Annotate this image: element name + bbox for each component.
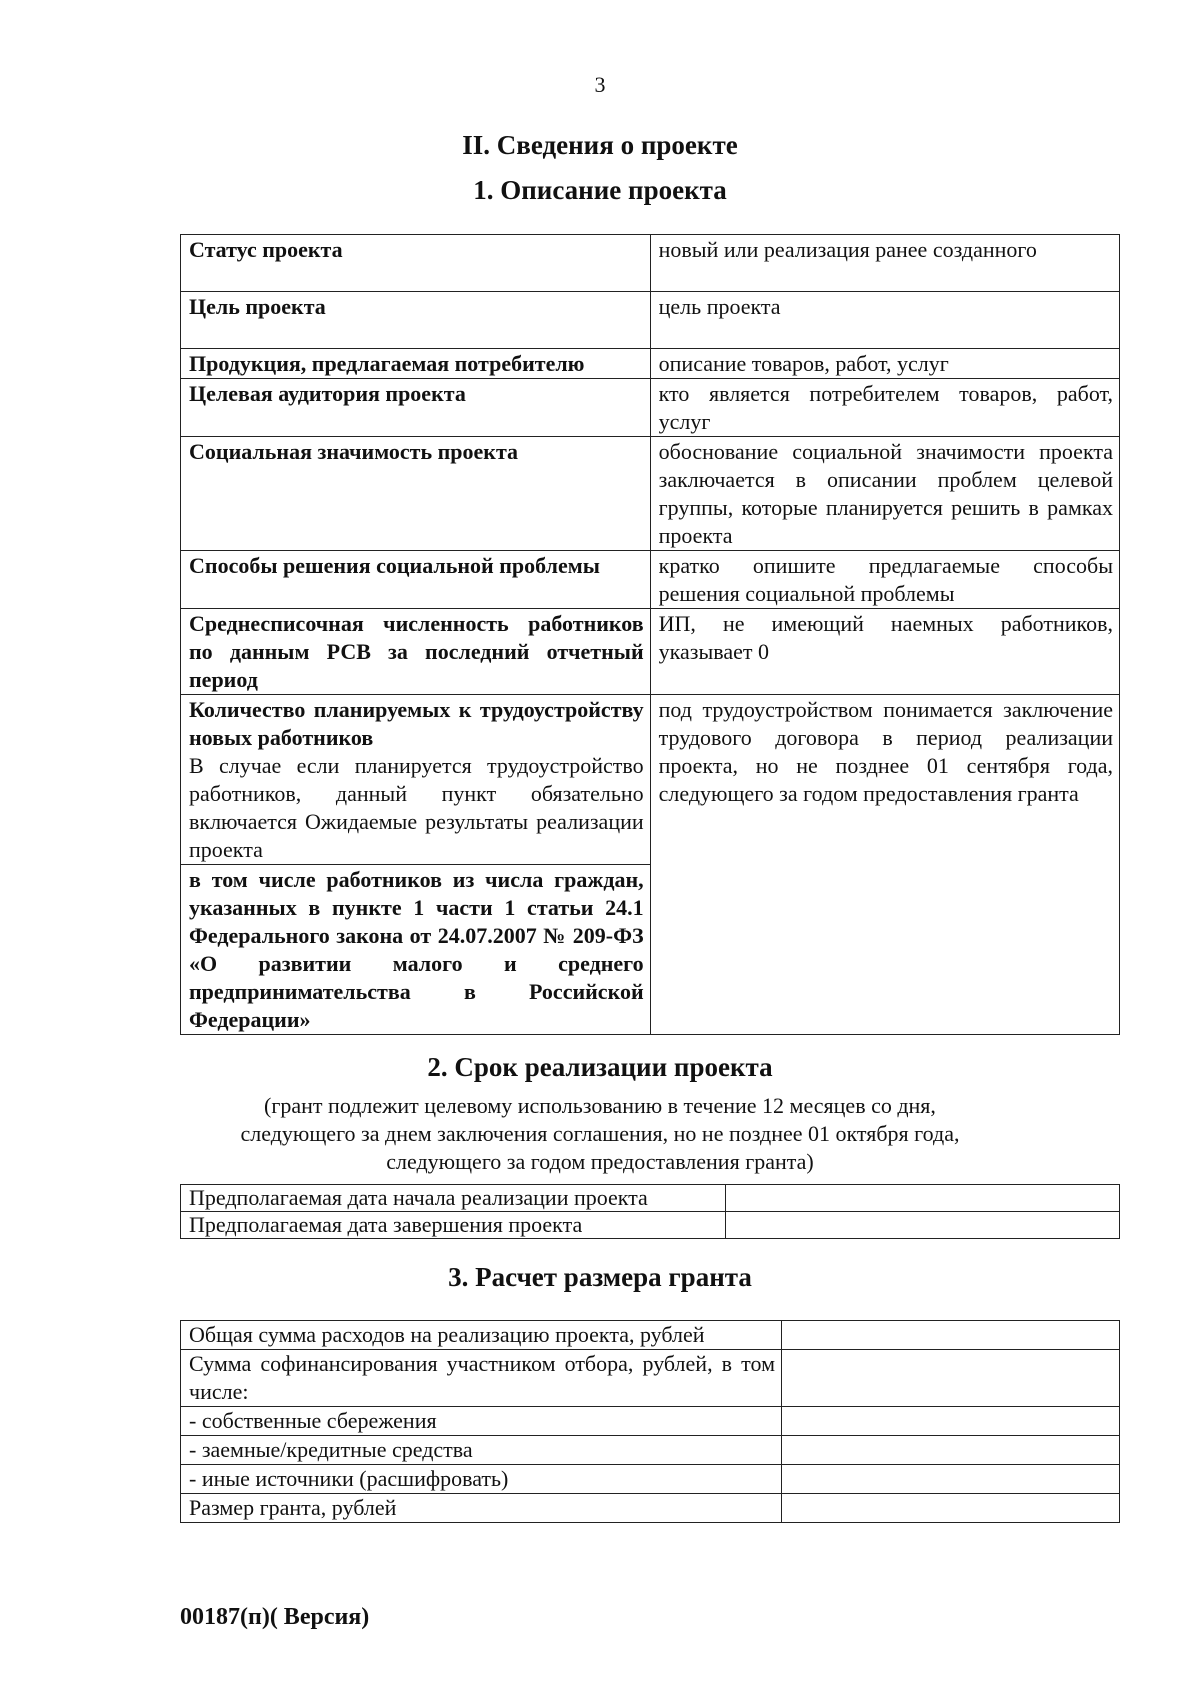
grant-calculation-table <box>180 1320 1120 1523</box>
grant-row-label: Общая сумма расходов на реализацию проекта, рублей <box>181 1321 782 1350</box>
grant-row-label: - собственные сбережения <box>181 1407 782 1436</box>
grant-row-value[interactable] <box>782 1350 1120 1407</box>
grant-title: 3. Расчет размера гранта <box>448 1262 752 1292</box>
table-row <box>181 551 1120 609</box>
table-row <box>181 349 1120 379</box>
table-row <box>181 292 1120 349</box>
table-row <box>181 1465 1120 1494</box>
row-label: Способы решения социальной проблемы <box>181 551 651 609</box>
grant-row-label: Сумма софинансирования участником отбора, рублей, в том числе: <box>181 1350 782 1407</box>
period-note-line: следующего за днем заключения соглашения, но не позднее 01 октября года, <box>240 1121 960 1146</box>
row-value: ИП, не имеющий наемных работников, указывает 0 <box>650 609 1119 695</box>
grant-row-value[interactable] <box>782 1494 1120 1523</box>
row-label: Продукция, предлагаемая потребителю <box>181 349 651 379</box>
period-start-value[interactable] <box>726 1185 1120 1212</box>
table-row <box>181 1350 1120 1407</box>
table-row <box>181 437 1120 551</box>
grant-row-label: Размер гранта, рублей <box>181 1494 782 1523</box>
description-title: 1. Описание проекта <box>473 175 727 205</box>
table-row <box>181 609 1120 695</box>
row-value: цель проекта <box>650 292 1119 349</box>
table-row <box>181 235 1120 292</box>
table-row <box>181 1185 1120 1212</box>
period-title: 2. Срок реализации проекта <box>427 1052 773 1082</box>
row-value: кто является потребителем товаров, работ, услуг <box>650 379 1119 437</box>
period-start-label: Предполагаемая дата начала реализации проекта <box>181 1185 726 1212</box>
table-row <box>181 1436 1120 1465</box>
row-value: кратко опишите предлагаемые способы решения социальной проблемы <box>650 551 1119 609</box>
table-row <box>181 1212 1120 1239</box>
period-end-value[interactable] <box>726 1212 1120 1239</box>
grant-row-value[interactable] <box>782 1436 1120 1465</box>
row-label: Социальная значимость проекта <box>181 437 651 551</box>
row-label: Статус проекта <box>181 235 651 292</box>
period-note-line: (грант подлежит целевому использованию в течение 12 месяцев со дня, <box>264 1093 936 1118</box>
row-value: описание товаров, работ, услуг <box>650 349 1119 379</box>
employees-label: Количество планируемых к трудоустройству новых работников <box>189 697 644 750</box>
employees-sub-label: в том числе работников из числа граждан, указанных в пункте 1 части 1 статьи 24.1 Федерального закона от 24.07.2007 № 209-ФЗ «О развитии малого и среднего предпринимательства в Российской Федерации» <box>181 865 651 1035</box>
section-title: II. Сведения о проекте <box>462 130 738 160</box>
period-end-label: Предполагаемая дата завершения проекта <box>181 1212 726 1239</box>
row-value: обоснование социальной значимости проекта заключается в описании проблем целевой группы, которые планируется решить в рамках проекта <box>650 437 1119 551</box>
table-row <box>181 1407 1120 1436</box>
employees-cell <box>181 695 651 865</box>
row-label: Среднесписочная численность работников по данным РСВ за последний отчетный период <box>181 609 651 695</box>
row-value: новый или реализация ранее созданного <box>650 235 1119 292</box>
document-footer: 00187(п)( Версия) <box>180 1604 370 1630</box>
project-period-table <box>180 1184 1120 1239</box>
grant-row-value[interactable] <box>782 1321 1120 1350</box>
row-label: Целевая аудитория проекта <box>181 379 651 437</box>
period-note-line: следующего за годом предоставления гранта) <box>386 1149 814 1174</box>
table-row <box>181 695 1120 865</box>
table-row <box>181 1321 1120 1350</box>
grant-row-label: - иные источники (расшифровать) <box>181 1465 782 1494</box>
table-row <box>181 379 1120 437</box>
table-row <box>181 1494 1120 1523</box>
grant-row-value[interactable] <box>782 1465 1120 1494</box>
project-description-table <box>180 234 1120 1035</box>
row-label: Цель проекта <box>181 292 651 349</box>
grant-row-value[interactable] <box>782 1407 1120 1436</box>
employees-value: под трудоустройством понимается заключение трудового договора в период реализации проекта, но не позднее 01 сентября года, следующего за годом предоставления гранта <box>650 695 1119 1035</box>
grant-row-label: - заемные/кредитные средства <box>181 1436 782 1465</box>
employees-note: В случае если планируется трудоустройство работников, данный пункт обязательно включается Ожидаемые результаты реализации проекта <box>189 753 644 862</box>
page-number: 3 <box>594 72 606 97</box>
